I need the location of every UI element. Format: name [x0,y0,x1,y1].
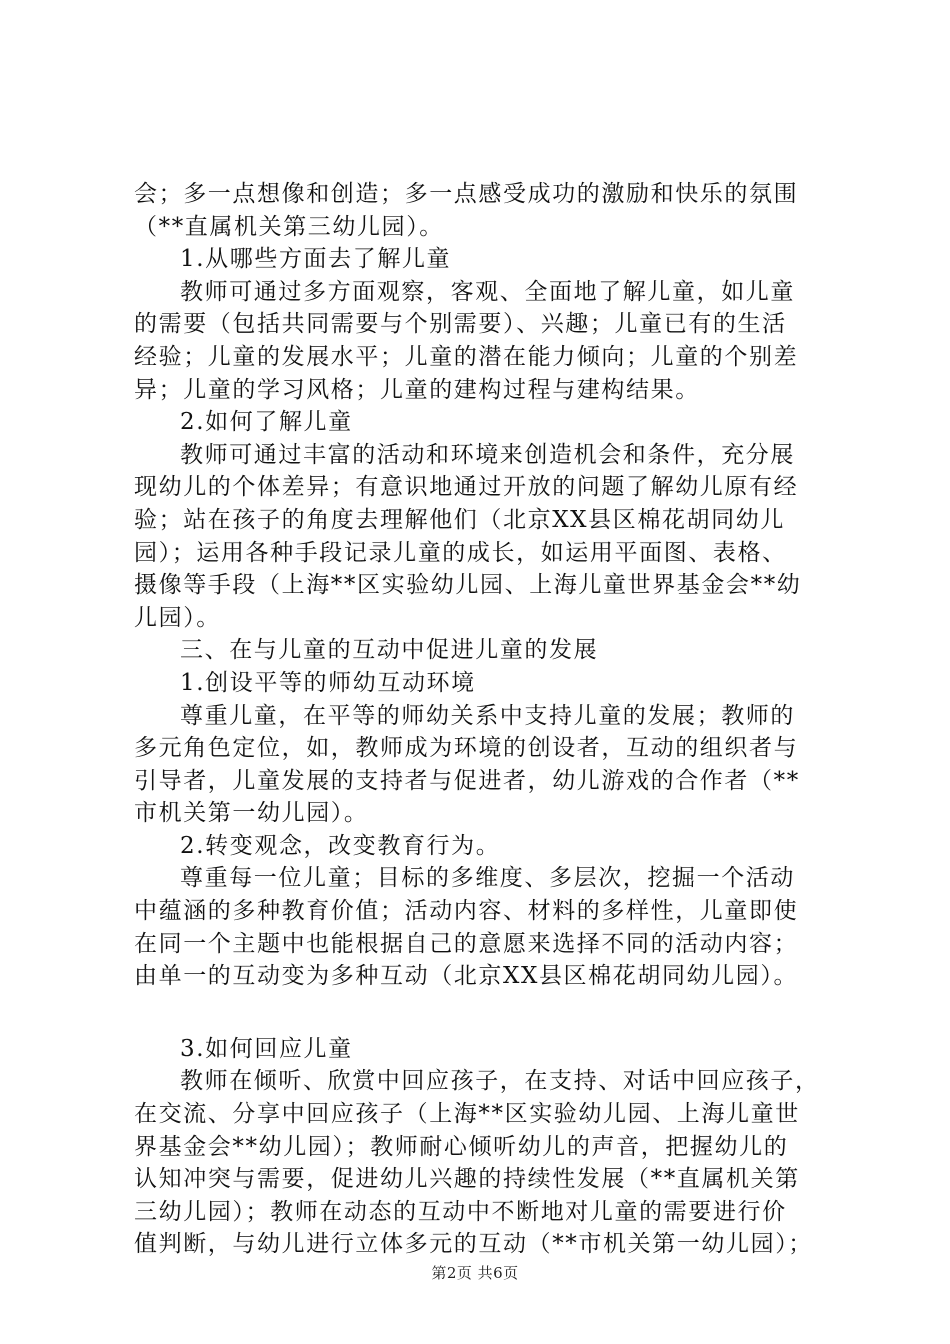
text-line: 会；多一点想像和创造；多一点感受成功的激励和快乐的氛围 [134,181,799,207]
text-line: 市机关第一幼儿园）。 [134,800,369,827]
text-line: 引导者，儿童发展的支持者与促进者，幼儿游戏的合作者（** [134,767,800,794]
text-line: 尊重每一位儿童；目标的多维度、多层次，挖掘一个活动 [180,865,795,892]
text-line: 尊重儿童，在平等的师幼关系中支持儿童的发展；教师的 [180,702,795,729]
text-line: 现幼儿的个体差异；有意识地通过开放的问题了解幼儿原有经 [134,474,799,501]
section-heading: 2.如何了解儿童 [180,409,353,436]
text-line: 园）；运用各种手段记录儿童的成长，如运用平面图、表格、 [134,539,787,566]
text-line: 界基金会**幼儿园）；教师耐心倾听幼儿的声音，把握幼儿的 [134,1133,789,1160]
text-line: 在同一个主题中也能根据自己的意愿来选择不同的活动内容； [134,930,799,957]
section-heading: 1.从哪些方面去了解儿童 [180,246,452,273]
text-line: 三幼儿园）；教师在动态的互动中不断地对儿童的需要进行价 [134,1198,787,1225]
text-line: 儿园）。 [134,604,221,631]
text-line: 值判断，与幼儿进行立体多元的互动（**市机关第一幼儿园）； [134,1231,813,1258]
text-line: 验；站在孩子的角度去理解他们（北京XX县区棉花胡同幼儿 [134,506,785,533]
section-heading: 2.转变观念，改变教育行为。 [180,832,501,859]
text-line: 在交流、分享中回应孩子（上海**区实验幼儿园、上海儿童世 [134,1101,800,1128]
document-body [134,178,834,1261]
text-line: 认知冲突与需要，促进幼儿兴趣的持续性发展（**直属机关第 [134,1166,800,1193]
text-line: （**直属机关第三幼儿园）。 [134,213,444,240]
text-line: 教师可通过多方面观察，客观、全面地了解儿童，如儿童 [180,278,795,305]
section-heading: 三、在与儿童的互动中促进儿童的发展 [180,637,599,664]
text-line: 多元角色定位，如，教师成为环境的创设者，互动的组织者与 [134,735,799,762]
text-line: 由单一的互动变为多种互动（北京XX县区棉花胡同幼儿园）。 [134,963,799,990]
text-line: 异；儿童的学习风格；儿童的建构过程与建构结果。 [134,376,700,403]
paragraph-gap [134,993,834,1033]
text-line: 教师在倾听、欣赏中回应孩子，在支持、对话中回应孩子， [180,1068,820,1095]
text-line: 摄像等手段（上海**区实验幼儿园、上海儿童世界基金会**幼 [134,572,802,599]
text-line: 的需要（包括共同需要与个别需要）、兴趣；儿童已有的生活 [134,311,787,338]
text-line: 中蕴涵的多种教育价值；活动内容、材料的多样性，儿童即使 [134,898,799,925]
text-line: 经验；儿童的发展水平；儿童的潜在能力倾向；儿童的个别差 [134,343,799,370]
section-heading: 3.如何回应儿童 [180,1035,353,1062]
section-heading: 1.创设平等的师幼互动环境 [180,669,476,696]
text-line: 教师可通过丰富的活动和环境来创造机会和条件，充分展 [180,441,795,468]
page-number-footer: 第2页 共6页 [431,1264,519,1282]
